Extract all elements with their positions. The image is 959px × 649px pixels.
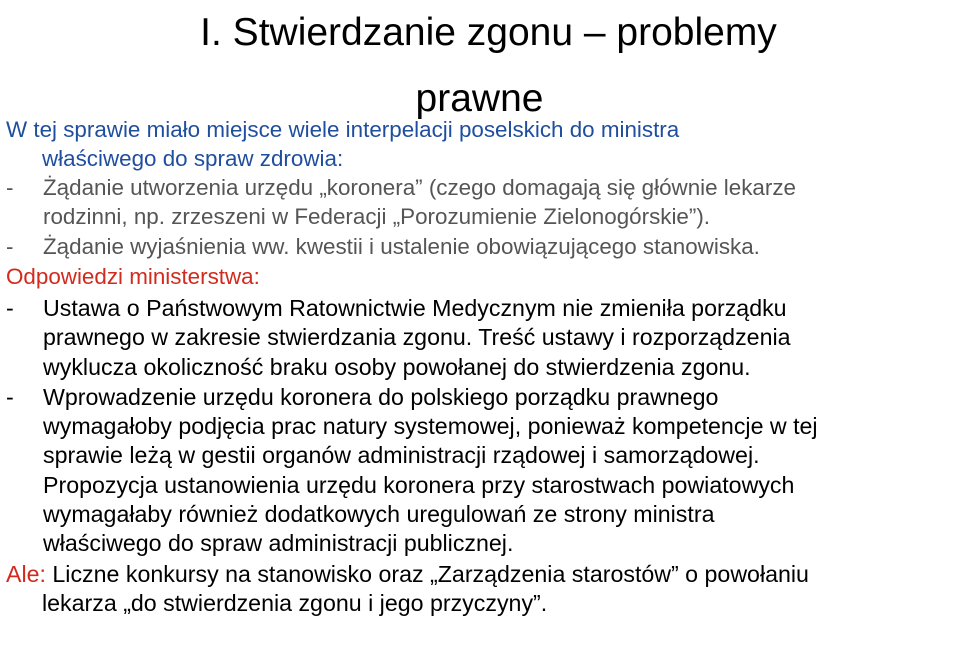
- responses-heading: Odpowiedzi ministerstwa:: [6, 264, 260, 289]
- dash-marker: -: [6, 383, 14, 410]
- title-line-2: prawne: [415, 77, 544, 120]
- response-2-line-2: wymagałoby podjęcia prac natury systemowej, ponieważ kompetencje w tej: [43, 413, 818, 440]
- ale-line-2: lekarza „do stwierdzenia zgonu i jego przyczyny”.: [42, 589, 548, 616]
- response-2-line-1: Wprowadzenie urzędu koronera do polskiego porządku prawnego: [43, 383, 719, 410]
- dash-marker: -: [6, 295, 14, 321]
- responses-list: [6, 294, 956, 559]
- slide-body: [6, 115, 956, 618]
- response-2-line-3: sprawie leżą w gestii organów administracji rządowej i samorządowej.: [43, 442, 760, 469]
- response-2-line-6: właściwego do spraw administracji publicznej.: [43, 530, 514, 557]
- ale-label: Ale:: [6, 560, 46, 587]
- demands-list: [6, 173, 956, 261]
- intro-line-1: W tej sprawie miało miejsce wiele interpelacji poselskich do ministra: [6, 117, 680, 142]
- slide-title: [0, 0, 959, 132]
- response-1-line-3: wyklucza okoliczność braku osoby powołanej do stwierdzenia zgonu.: [43, 353, 751, 380]
- intro-line-2: właściwego do spraw zdrowia:: [42, 146, 344, 171]
- response-item-2: [6, 383, 956, 559]
- demand-item-1: [6, 173, 956, 231]
- ale-paragraph: [6, 560, 956, 619]
- response-2-line-4: Propozycja ustanowienia urzędu koronera przy starostwach powiatowych: [43, 471, 795, 498]
- ale-line-1: Liczne konkursy na stanowisko oraz „Zarządzenia starostów” o powołaniu: [45, 560, 809, 587]
- intro-paragraph: [6, 115, 956, 173]
- response-1-line-2: prawnego w zakresie stwierdzania zgonu. Treść ustawy i rozporządzenia: [43, 324, 791, 351]
- demand-1-line-2: rodzinni, np. zrzeszeni w Federacji „Porozumienie Zielonogórskie”).: [43, 204, 711, 229]
- response-2-line-5: wymagałaby również dodatkowych uregulowań ze strony ministra: [43, 501, 715, 528]
- title-line-1: I. Stwierdzanie zgonu – problemy: [200, 11, 777, 54]
- response-item-1: [6, 294, 956, 382]
- dash-marker: -: [6, 234, 14, 259]
- demand-1-line-1: Żądanie utworzenia urzędu „koronera” (czego domagają się głównie lekarze: [43, 175, 796, 200]
- demand-item-2: [6, 232, 956, 261]
- demand-2-line-1: Żądanie wyjaśnienia ww. kwestii i ustalenie obowiązującego stanowiska.: [43, 234, 760, 259]
- response-1-line-1: Ustawa o Państwowym Ratownictwie Medycznym nie zmieniła porządku: [43, 295, 787, 321]
- dash-marker: -: [6, 175, 14, 200]
